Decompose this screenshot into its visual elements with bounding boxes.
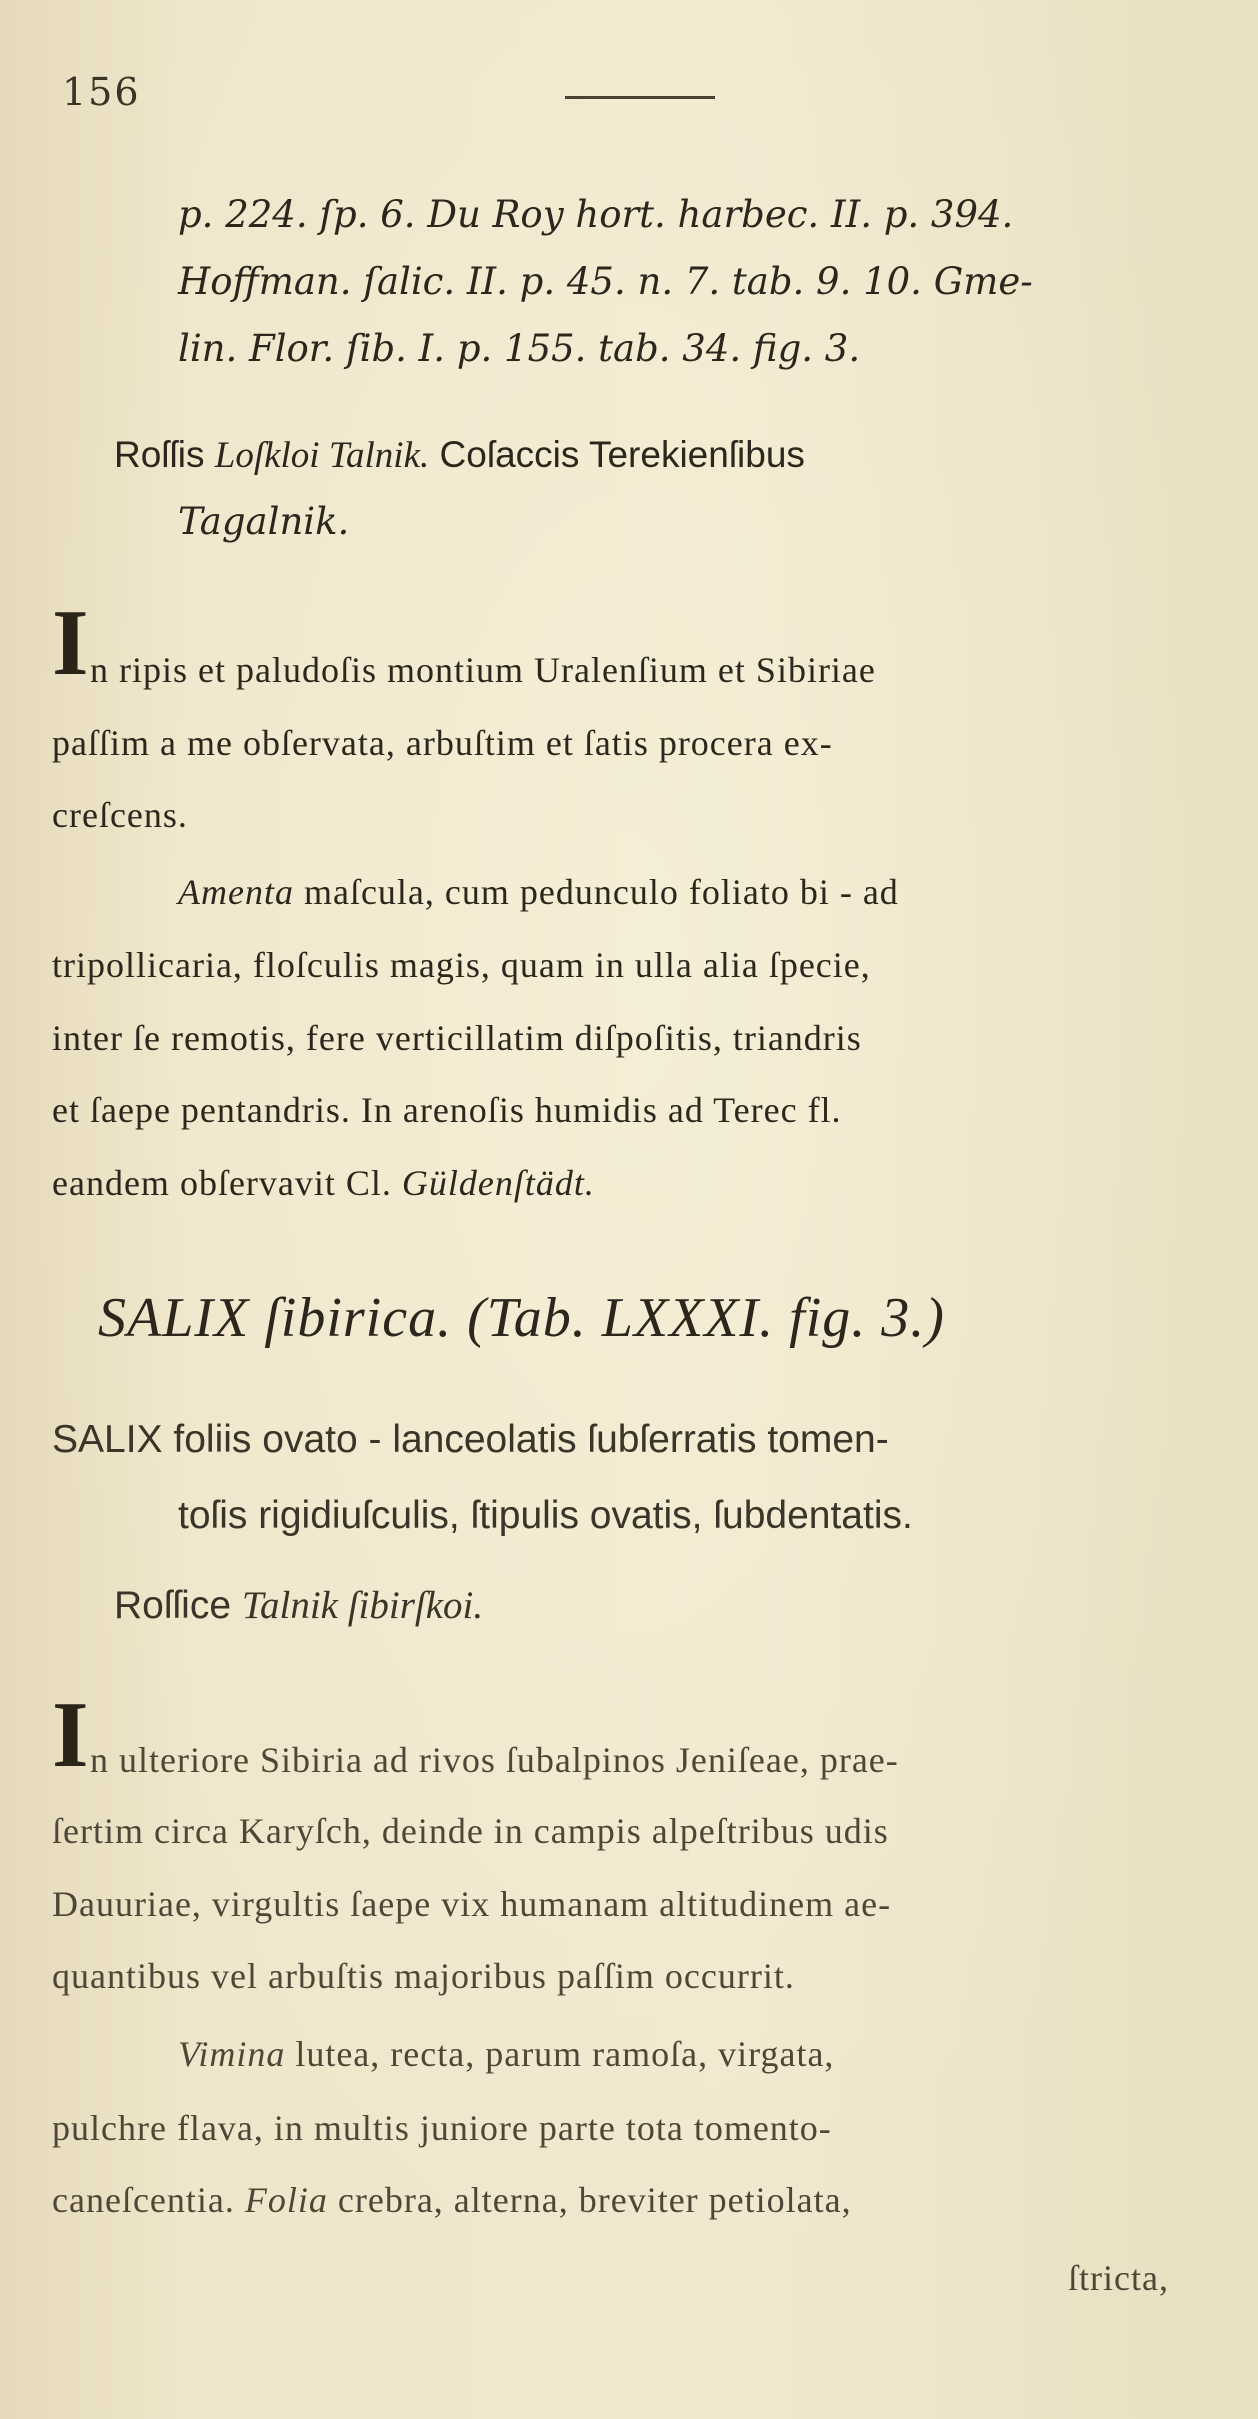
paragraph-2-line-2: tripollicaria, floſculis magis, quam in ulla alia ſpecie,: [52, 945, 871, 985]
paragraph-3-line-2: ſertim circa Karyſch, deinde in campis alpeſtribus udis: [52, 1811, 889, 1851]
diagnosis-line-1: SALIX foliis ovato - lanceolatis ſubſerratis tomen-: [52, 1418, 889, 1461]
drop-cap-1: I: [52, 591, 89, 695]
paragraph-4-line-3-end: crebra, alterna, breviter petiolata,: [327, 2180, 852, 2220]
term-amenta: Amenta: [178, 872, 294, 912]
paragraph-1-line-3: creſcens.: [52, 795, 188, 835]
diagnosis-line-2: toſis rigidiuſculis, ſtipulis ovatis, ſubdentatis.: [178, 1494, 913, 1537]
vernacular-name-russian: Loſkloi Talnik.: [214, 435, 430, 476]
diagnosis-lang-russian: Roſſice: [114, 1584, 242, 1627]
vernacular-names-line-2: Tagalnik.: [178, 500, 350, 543]
paragraph-2-line-5: [52, 1165, 595, 1201]
paragraph-2-line-4: et ſaepe pentandris. In arenoſis humidis ad Terec fl.: [52, 1090, 842, 1130]
paragraph-3-line-1: n ulteriore Sibiria ad rivos ſubalpinos Jeniſeae, prae-: [90, 1740, 899, 1780]
paragraph-2-line-1: [178, 874, 899, 910]
author-name: Güldenſtädt.: [401, 1163, 595, 1203]
drop-cap-2: I: [52, 1683, 89, 1787]
catchword: ſtricta,: [1068, 2258, 1169, 2298]
paragraph-3-line-3: Dauuriae, virgultis ſaepe vix humanam altitudinem ae-: [52, 1884, 892, 1924]
paragraph-2-line-5-text: eandem obſervavit Cl.: [52, 1163, 402, 1203]
term-vimina: Vimina: [178, 2034, 286, 2074]
species-heading: SALIX ſibirica. (Tab. LXXXI. fig. 3.): [98, 1287, 945, 1349]
reference-line-1: p. 224. ſp. 6. Du Roy hort. harbec. II. p. 394.: [178, 193, 1014, 236]
paragraph-3-line-4: quantibus vel arbuſtis majoribus paſſim occurrit.: [52, 1956, 795, 1996]
vernacular-names-line-1: [114, 436, 805, 474]
diagnosis-vernacular-name: Talnik ſibirſkoi.: [241, 1584, 484, 1627]
paragraph-4-line-3: [52, 2182, 852, 2218]
diagnosis-line-3: [114, 1586, 483, 1625]
paragraph-4-line-1-text: lutea, recta, parum ramoſa, virgata,: [285, 2034, 835, 2074]
paragraph-1-line-2: paſſim a me obſervata, arbuſtim et ſatis procera ex-: [52, 723, 833, 763]
header-rule: [565, 96, 715, 99]
term-folia: Folia: [244, 2180, 328, 2220]
paragraph-2-line-1-text: maſcula, cum pedunculo foliato bi - ad: [293, 872, 899, 912]
paragraph-4-line-2: pulchre flava, in multis juniore parte tota tomento-: [52, 2108, 832, 2148]
reference-line-2: Hoffman. ſalic. II. p. 45. n. 7. tab. 9. 10. Gme-: [178, 260, 1033, 303]
vernacular-lang-cossack: Coſaccis Terekienſibus: [429, 434, 805, 475]
paragraph-2-line-3: inter ſe remotis, fere verticillatim diſpoſitis, triandris: [52, 1018, 862, 1058]
vernacular-lang-russian: Roſſis: [114, 434, 215, 475]
page-number: 156: [62, 70, 141, 114]
paragraph-4-line-1: [178, 2036, 834, 2072]
paragraph-4-line-3-start: caneſcentia.: [52, 2180, 245, 2220]
paragraph-1-line-1: n ripis et paludoſis montium Uralenſium et Sibiriae: [90, 650, 876, 690]
reference-line-3: lin. Flor. ſib. I. p. 155. tab. 34. fig. 3.: [178, 327, 861, 370]
